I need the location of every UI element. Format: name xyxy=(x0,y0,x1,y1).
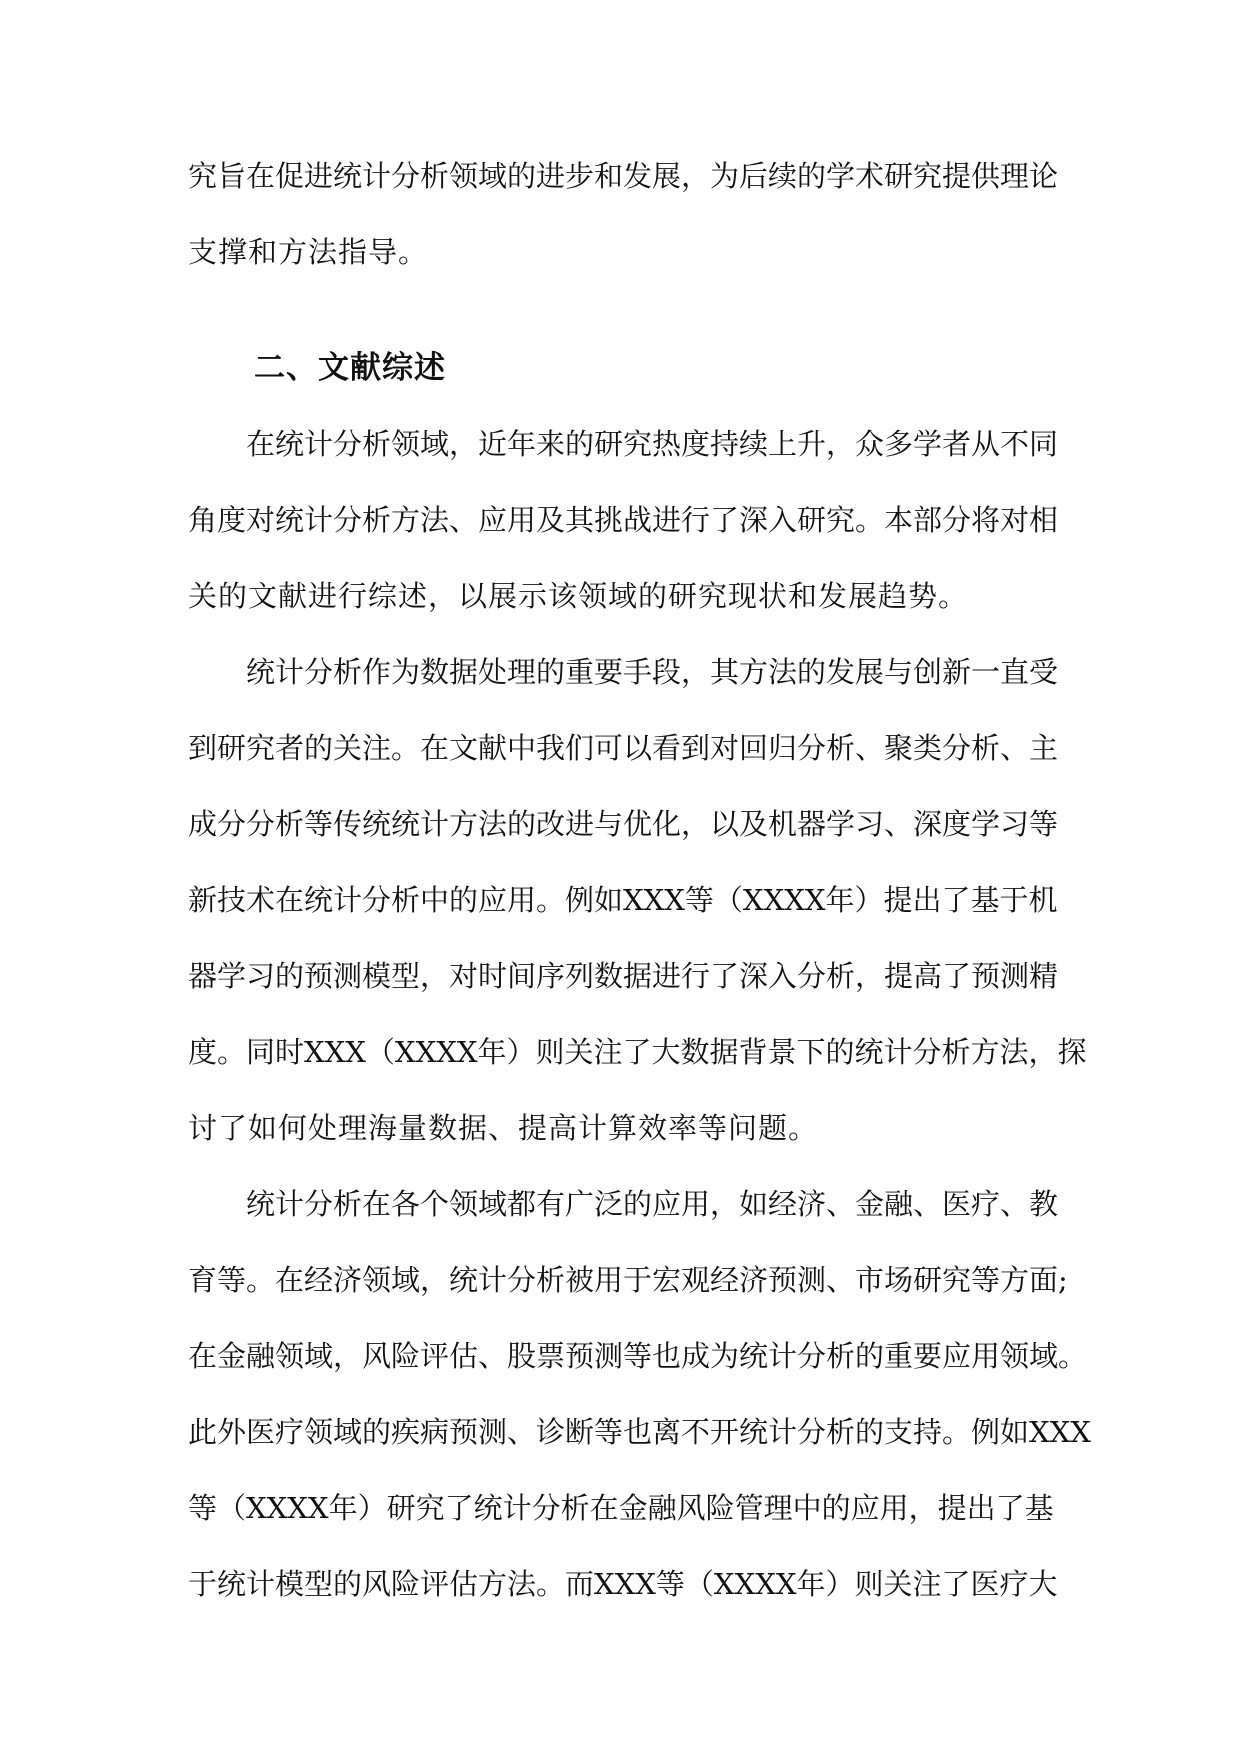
section-gap xyxy=(188,290,1050,330)
paragraph-3-line: 于统计模型的风险评估方法。而XXX等（XXXX年）则关注了医疗大 xyxy=(188,1567,1058,1601)
paragraph-3-line: 等（XXXX年）研究了统计分析在金融风险管理中的应用，提出了基 xyxy=(188,1491,1054,1525)
paragraph-1-line: 角度对统计分析方法、应用及其挑战进行了深入研究。本部分将对相 xyxy=(188,503,1059,537)
paragraph-2 xyxy=(188,634,1087,1166)
paragraph-2-line: 新技术在统计分析中的应用。例如XXX等（XXXX年）提出了基于机 xyxy=(188,883,1058,917)
paragraph-2-line: 到研究者的关注。在文献中我们可以看到对回归分析、聚类分析、主 xyxy=(188,731,1059,765)
intro-line-2: 支撑和方法指导。 xyxy=(188,235,429,269)
paragraph-3-line: 统计分析在各个领域都有广泛的应用，如经济、金融、医疗、教 xyxy=(246,1187,1059,1221)
paragraph-2-line: 器学习的预测模型，对时间序列数据进行了深入分析，提高了预测精 xyxy=(188,959,1059,993)
paragraph-3-line: 此外医疗领域的疾病预测、诊断等也离不开统计分析的支持。例如XXX xyxy=(188,1415,1091,1449)
section-heading: 二、文献综述 xyxy=(254,350,446,386)
paragraph-3-line: 在金融领域，风险评估、股票预测等也成为统计分析的重要应用领域。 xyxy=(188,1339,1088,1373)
paragraph-1-line: 在统计分析领域，近年来的研究热度持续上升，众多学者从不同 xyxy=(246,427,1059,461)
paragraph-1-line: 关的文献进行综述，以展示该领域的研究现状和发展趋势。 xyxy=(188,579,969,613)
paragraph-2-line: 讨了如何处理海量数据、提高计算效率等问题。 xyxy=(188,1111,819,1145)
paragraph-1 xyxy=(188,406,1059,634)
paragraph-2-line: 统计分析作为数据处理的重要手段，其方法的发展与创新一直受 xyxy=(246,655,1059,689)
intro-line-1: 究旨在促进统计分析领域的进步和发展，为后续的学术研究提供理论 xyxy=(188,159,1059,193)
paragraph-2-line: 成分分析等传统统计方法的改进与优化，以及机器学习、深度学习等 xyxy=(188,807,1059,841)
paragraph-3-line: 育等。在经济领域，统计分析被用于宏观经济预测、市场研究等方面; xyxy=(188,1263,1068,1297)
document-body xyxy=(188,138,1091,1622)
paragraph-2-line: 度。同时XXX（XXXX年）则关注了大数据背景下的统计分析方法，探 xyxy=(188,1035,1087,1069)
paragraph-3 xyxy=(188,1166,1091,1622)
